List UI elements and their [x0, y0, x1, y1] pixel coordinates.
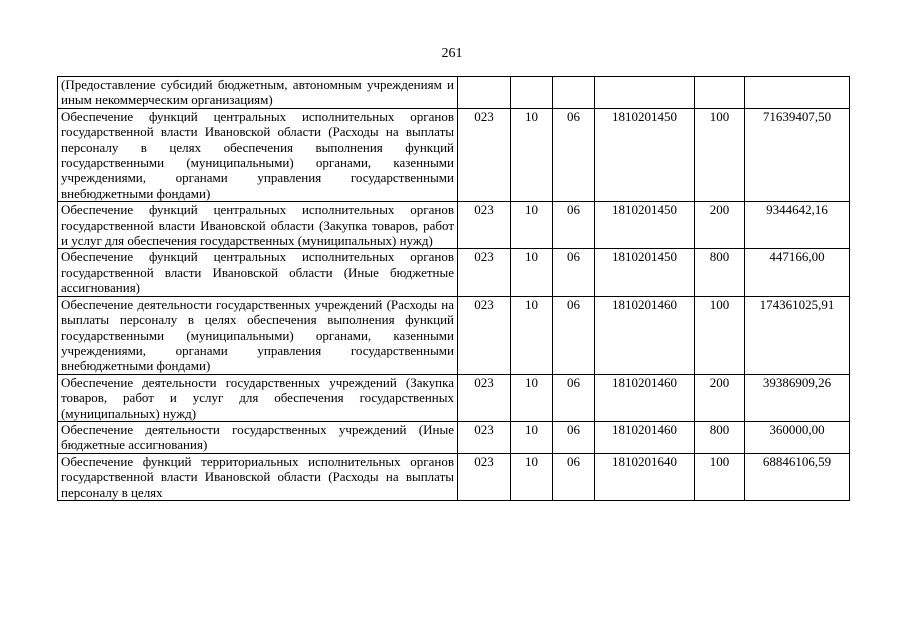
table-row: [58, 374, 850, 421]
expense-type-cell: 200: [695, 374, 745, 421]
table-row: [58, 202, 850, 249]
description-cell: Обеспечение деятельности государственных учреждений (Расходы на выплаты персоналу в целях обеспечения выполнения функций государственными (муниципальными) органами, казенными учреждениями, органами управления государственными внебюджетными фондами): [58, 296, 458, 374]
amount-cell: 174361025,91: [745, 296, 850, 374]
description-cell: Обеспечение функций территориальных исполнительных органов государственной власти Ивановской области (Расходы на выплаты персоналу в целях: [58, 453, 458, 500]
amount-cell: 447166,00: [745, 249, 850, 296]
ministry-code-cell: 023: [458, 374, 511, 421]
table-row: [58, 108, 850, 201]
expense-type-cell: 100: [695, 296, 745, 374]
expense-type-cell: 100: [695, 108, 745, 201]
description-cell: Обеспечение функций центральных исполнительных органов государственной власти Ивановской области (Расходы на выплаты персоналу в целях обеспечения выполнения функций государственными (муниципальными) органами, казенными учреждениями, органами управления государственными внебюджетными фондами): [58, 108, 458, 201]
description-cell: (Предоставление субсидий бюджетным, автономным учреждениям и иным некоммерческим организациям): [58, 77, 458, 109]
expense-type-cell: 800: [695, 421, 745, 453]
table-row: [58, 296, 850, 374]
description-cell: Обеспечение деятельности государственных учреждений (Иные бюджетные ассигнования): [58, 421, 458, 453]
subsection-code-cell: 06: [553, 249, 595, 296]
section-code-cell: 10: [511, 249, 553, 296]
target-article-cell: 1810201460: [595, 421, 695, 453]
budget-table: [57, 76, 850, 501]
subsection-code-cell: 06: [553, 453, 595, 500]
page-number: 261: [441, 46, 463, 61]
table-body: [58, 77, 850, 501]
subsection-code-cell: 06: [553, 421, 595, 453]
amount-cell: 9344642,16: [745, 202, 850, 249]
ministry-code-cell: 023: [458, 108, 511, 201]
subsection-code-cell: [553, 77, 595, 109]
amount-cell: 360000,00: [745, 421, 850, 453]
target-article-cell: [595, 77, 695, 109]
ministry-code-cell: 023: [458, 453, 511, 500]
target-article-cell: 1810201640: [595, 453, 695, 500]
expense-type-cell: [695, 77, 745, 109]
description-cell: Обеспечение функций центральных исполнительных органов государственной власти Ивановской области (Закупка товаров, работ и услуг для обеспечения государственных (муниципальных) нужд): [58, 202, 458, 249]
section-code-cell: 10: [511, 374, 553, 421]
subsection-code-cell: 06: [553, 108, 595, 201]
section-code-cell: 10: [511, 453, 553, 500]
target-article-cell: 1810201450: [595, 249, 695, 296]
table-row: [58, 421, 850, 453]
description-cell: Обеспечение функций центральных исполнительных органов государственной власти Ивановской области (Иные бюджетные ассигнования): [58, 249, 458, 296]
description-cell: Обеспечение деятельности государственных учреждений (Закупка товаров, работ и услуг для обеспечения государственных (муниципальных) нужд): [58, 374, 458, 421]
amount-cell: [745, 77, 850, 109]
section-code-cell: 10: [511, 108, 553, 201]
table-row: [58, 249, 850, 296]
section-code-cell: 10: [511, 296, 553, 374]
section-code-cell: 10: [511, 421, 553, 453]
expense-type-cell: 200: [695, 202, 745, 249]
target-article-cell: 1810201450: [595, 108, 695, 201]
subsection-code-cell: 06: [553, 374, 595, 421]
ministry-code-cell: 023: [458, 249, 511, 296]
section-code-cell: 10: [511, 202, 553, 249]
subsection-code-cell: 06: [553, 202, 595, 249]
target-article-cell: 1810201460: [595, 374, 695, 421]
table-row: [58, 77, 850, 109]
expense-type-cell: 100: [695, 453, 745, 500]
ministry-code-cell: [458, 77, 511, 109]
ministry-code-cell: 023: [458, 421, 511, 453]
target-article-cell: 1810201460: [595, 296, 695, 374]
ministry-code-cell: 023: [458, 202, 511, 249]
expense-type-cell: 800: [695, 249, 745, 296]
ministry-code-cell: 023: [458, 296, 511, 374]
amount-cell: 68846106,59: [745, 453, 850, 500]
subsection-code-cell: 06: [553, 296, 595, 374]
amount-cell: 39386909,26: [745, 374, 850, 421]
table-row: [58, 453, 850, 500]
amount-cell: 71639407,50: [745, 108, 850, 201]
section-code-cell: [511, 77, 553, 109]
target-article-cell: 1810201450: [595, 202, 695, 249]
